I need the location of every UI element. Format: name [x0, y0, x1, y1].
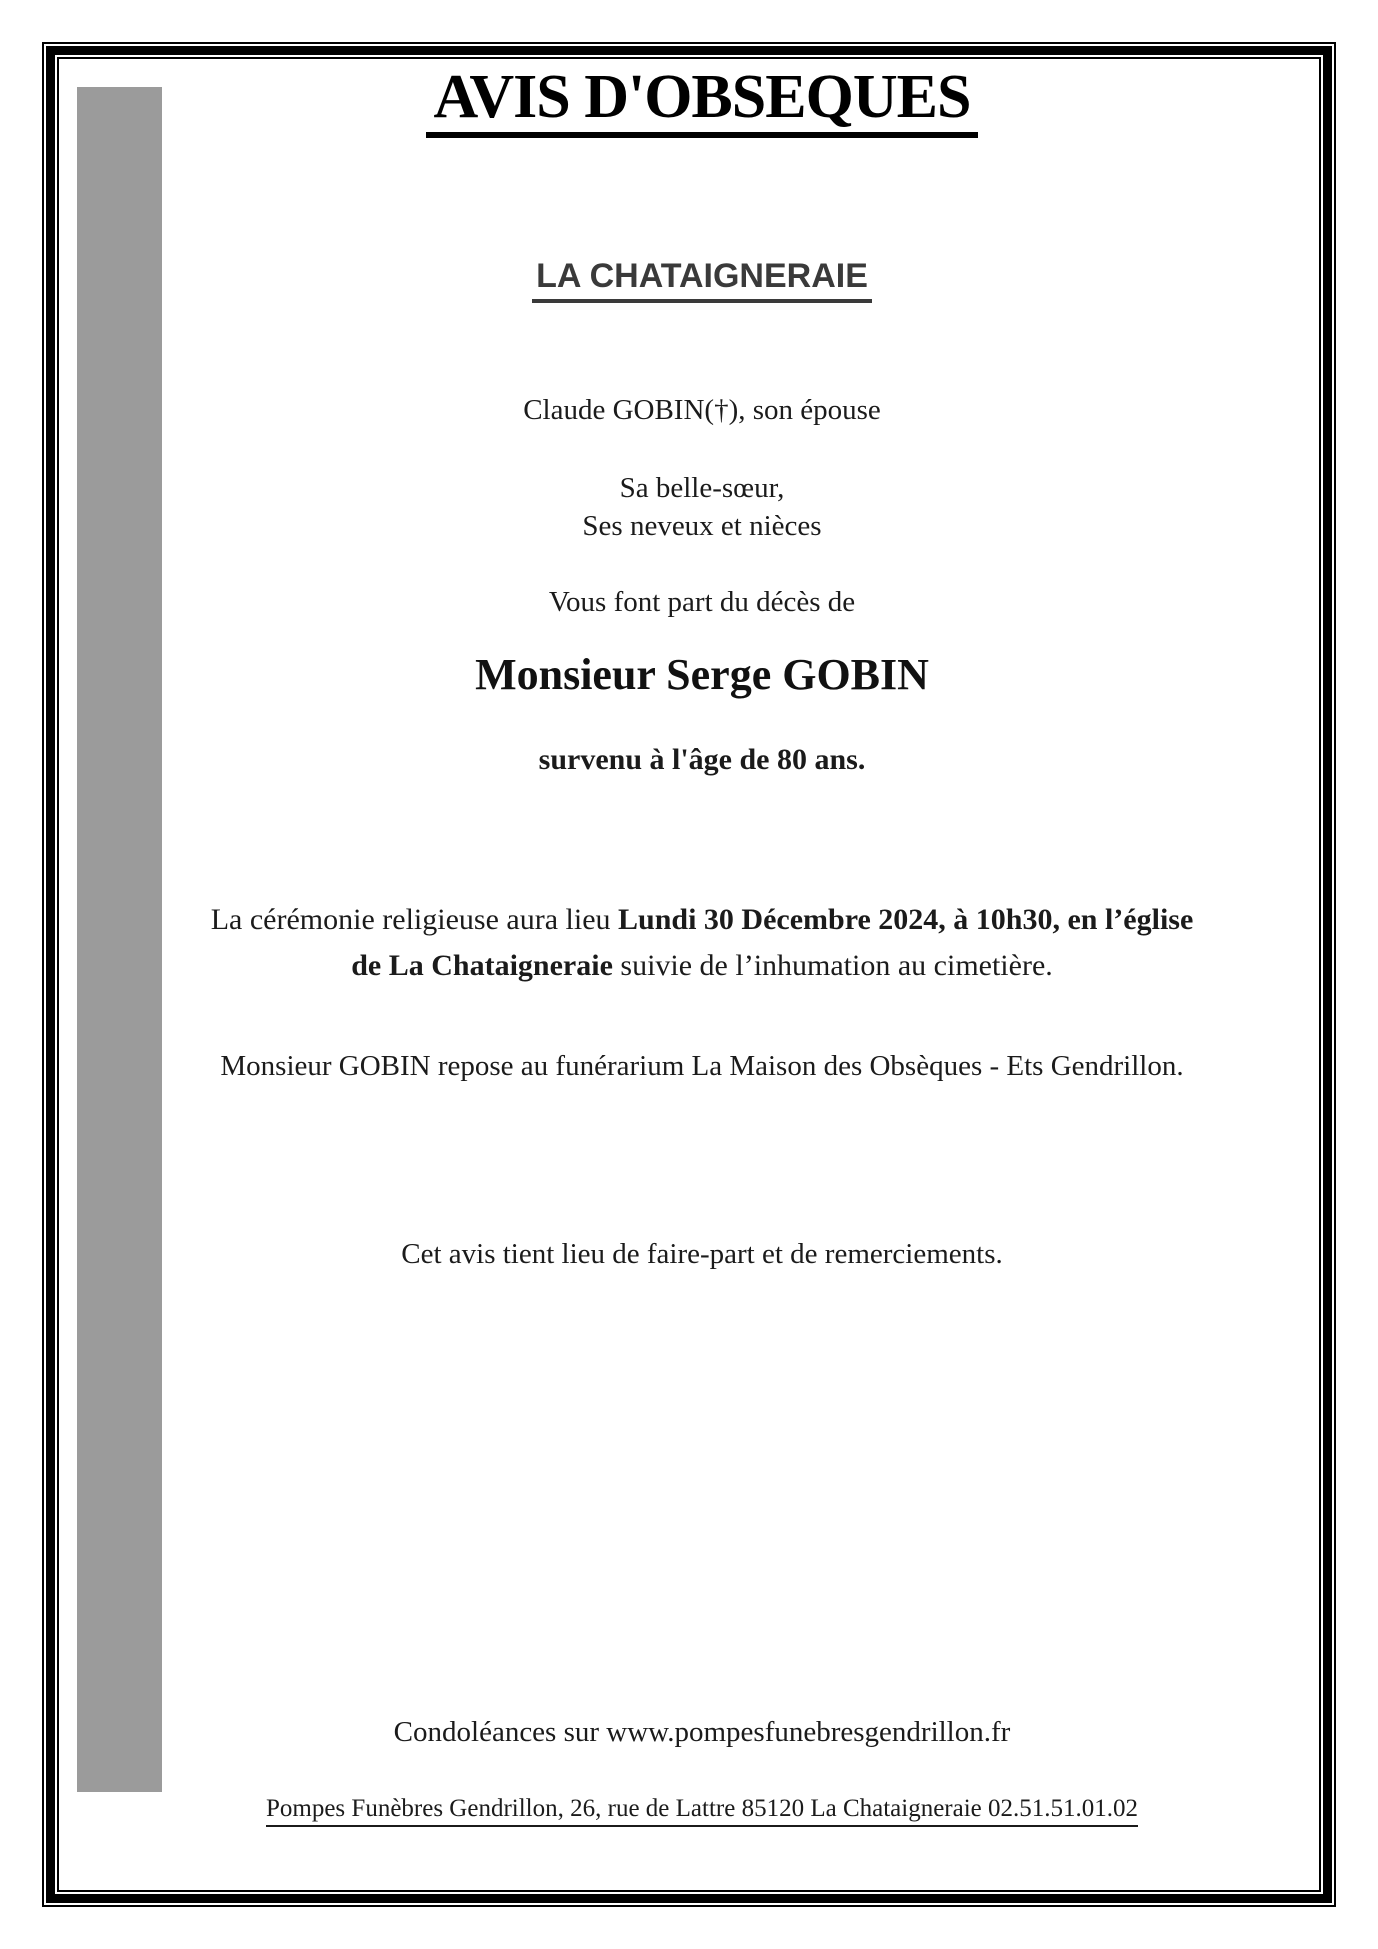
- ceremony-text-normal-2: suivie de l’inhumation au cimetière.: [612, 949, 1053, 982]
- condolences-line: Condoléances sur www.pompesfunebresgendrillon.fr: [393, 1716, 1011, 1748]
- notice-line: Cet avis tient lieu de faire-part et de remerciements.: [401, 1238, 1003, 1270]
- repose-line: Monsieur GOBIN repose au funérarium La Maison des Obsèques - Ets Gendrillon.: [220, 1050, 1184, 1082]
- relatives-line-1: Sa belle-sœur,: [619, 472, 785, 504]
- announce-line: Vous font part du décès de: [548, 586, 856, 618]
- relatives-lines: [99, 469, 1305, 545]
- ceremony-paragraph: [99, 897, 1305, 989]
- ceremony-text-normal-1: La cérémonie religieuse aura lieu: [210, 903, 619, 936]
- deceased-name-row: [99, 651, 1305, 699]
- funeral-home-footer: Pompes Funèbres Gendrillon, 26, rue de Lattre 85120 La Chataigneraie 02.51.51.01.02: [266, 1795, 1138, 1827]
- age-line: survenu à l'âge de 80 ans.: [538, 743, 866, 776]
- page-border-band: [46, 46, 1332, 1903]
- page-title: AVIS D'OBSEQUES: [426, 65, 979, 138]
- title-row: [99, 65, 1305, 138]
- location-row: [99, 257, 1305, 303]
- relatives-line-2: Ses neveux et nièces: [582, 510, 822, 542]
- content-area: [57, 57, 1321, 1892]
- ceremony-text-bold-2: de La Chataigneraie: [351, 949, 613, 982]
- spouse-line: Claude GOBIN(†), son épouse: [523, 394, 881, 426]
- ceremony-text-bold-1: Lundi 30 Décembre 2024, à 10h30, en l’église: [618, 903, 1194, 936]
- deceased-name: Monsieur Serge GOBIN: [475, 650, 929, 699]
- page-border-frame: [42, 42, 1336, 1907]
- location-heading: LA CHATAIGNERAIE: [532, 257, 872, 303]
- footer-row: [99, 1795, 1305, 1827]
- age-row: [99, 743, 1305, 777]
